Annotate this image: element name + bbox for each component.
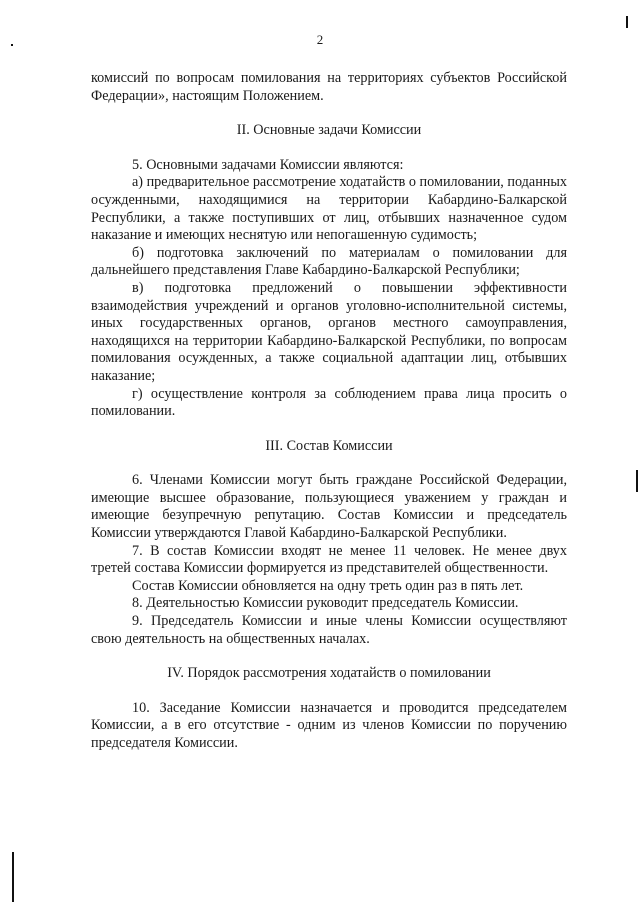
intro-paragraph: комиссий по вопросам помилования на территориях субъектов Российской Федерации», настоящим Положением. <box>91 70 567 104</box>
paragraph-5g: г) осуществление контроля за соблюдением права лица просить о помиловании. <box>91 385 567 420</box>
paragraph-6: 6. Членами Комиссии могут быть граждане Российской Федерации, имеющие высшее образование, пользующиеся уважением у граждан и имеющие безупречную репутацию. Состав Комиссии и председатель Комиссии утверждаются Главой Кабардино-Балкарской Республики. <box>91 472 567 542</box>
paragraph-9: 9. Председатель Комиссии и иные члены Комиссии осуществляют свою деятельность на общественных началах. <box>91 613 567 647</box>
paragraph-8: 8. Деятельностью Комиссии руководит председатель Комиссии. <box>132 595 519 612</box>
scan-mark-right-edge <box>636 470 638 492</box>
section-heading-3: III. Состав Комиссии <box>265 437 393 454</box>
section-heading-2: II. Основные задачи Комиссии <box>236 122 422 139</box>
paragraph-5v: в) подготовка предложений о повышении эффективности взаимодействия учреждений и органов уголовно-исполнительной системы, иных государственных органов, органов местного самоуправления, находящихся на территории Кабардино-Балкарской Республики, по вопросам помилования осужденных, а также социальной адаптации лиц, отбывших наказание; <box>91 279 567 384</box>
scan-mark-top-right <box>626 16 628 28</box>
scan-mark-bottom-left <box>12 852 14 902</box>
page-number: 2 <box>316 32 324 47</box>
paragraph-10: 10. Заседание Комиссии назначается и проводится председателем Комиссии, а в его отсутствие - одним из членов Комиссии по поручению председателя Комиссии. <box>91 699 567 751</box>
paragraph-5: 5. Основными задачами Комиссии являются: <box>132 156 404 173</box>
section-heading-4: IV. Порядок рассмотрения ходатайств о помиловании <box>167 665 491 682</box>
paragraph-7b: Состав Комиссии обновляется на одну треть один раз в пять лет. <box>132 577 524 594</box>
document-body <box>91 70 567 753</box>
paragraph-7: 7. В состав Комиссии входят не менее 11 человек. Не менее двух третей состава Комиссии формируется из представителей общественности. <box>91 542 567 577</box>
paragraph-5a: а) предварительное рассмотрение ходатайств о помиловании, поданных осужденными, находящимися на территории Кабардино-Балкарской Республики, а также поступивших от лиц, отбывших назначенное судом наказание и имеющих неснятую или непогашенную судимость; <box>91 174 567 244</box>
paragraph-5b: б) подготовка заключений по материалам о помиловании для дальнейшего представления Главе Кабардино-Балкарской Республики; <box>91 244 567 279</box>
